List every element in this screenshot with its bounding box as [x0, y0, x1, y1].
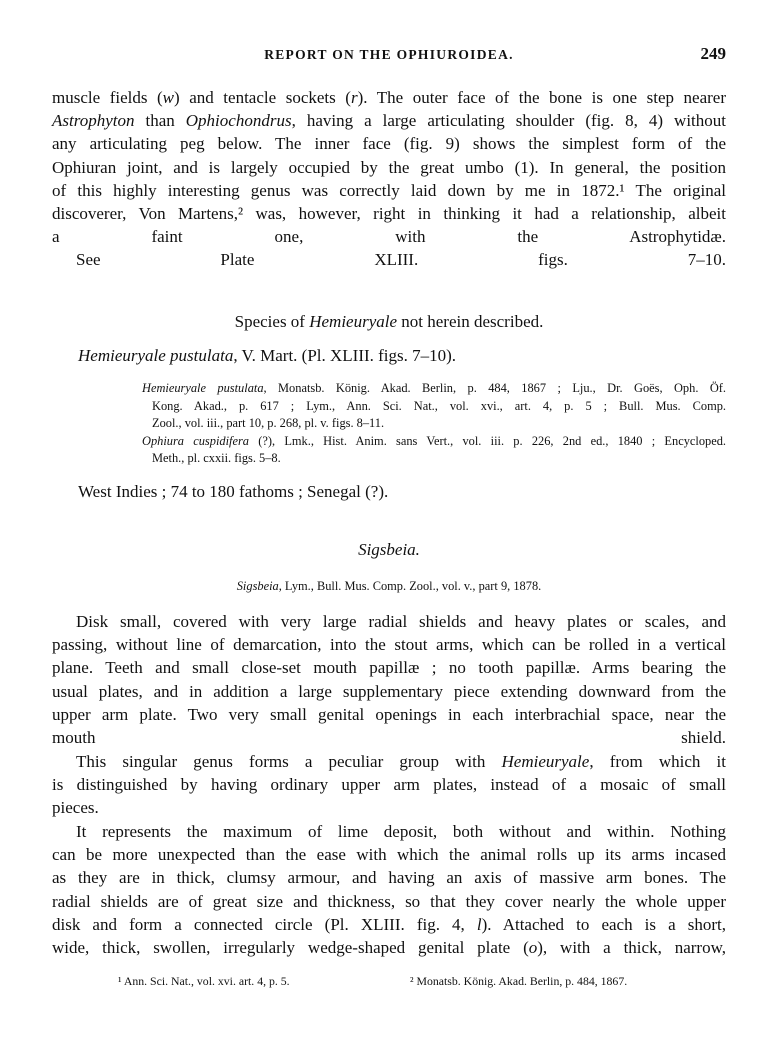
text-line: is distinguished by having ordinary upper arm plates, instead of a mosaic of small [52, 775, 726, 795]
text-line: a faint one, with the Astrophytidæ. [52, 227, 726, 247]
text-line: of this highly interesting genus was correctly laid down by me in 1872.¹ The original [52, 180, 726, 200]
synonymy-block [142, 380, 726, 468]
paragraph-diagnosis [52, 610, 726, 749]
text-line: muscle fields (w) and tentacle sockets (r). The outer face of the bone is one step nearer [52, 88, 726, 107]
text-line: as they are in thick, clumsy armour, and having an axis of massive arm bones. The [52, 868, 726, 888]
text-line: any articulating peg below. The inner face (fig. 9) shows the simplest form of the [52, 134, 726, 154]
text-line: can be more unexpected than the ease with which the animal rolls up its arms incased [52, 845, 726, 865]
synonymy-line: Hemieuryale pustulata, Monatsb. König. Akad. Berlin, p. 484, 1867 ; Lju., Dr. Goës, Oph. Öf. [142, 381, 726, 395]
synonymy-line: Kong. Akad., p. 617 ; Lym., Ann. Sci. Nat., vol. xvi., art. 4, p. 5 ; Bull. Mus. Comp. [152, 398, 726, 413]
synonymy-line: Meth., pl. cxxii. figs. 5–8. [152, 451, 281, 466]
text-line: passing, without line of demarcation, into the stout arms, which can be rolled in a vertical [52, 635, 726, 655]
footnote-1: ¹ Ann. Sci. Nat., vol. xvi. art. 4, p. 5. [118, 974, 290, 988]
running-header [52, 44, 726, 68]
species-heading: Species of Hemieuryale not herein described. [234, 312, 544, 331]
genus-reference: Sigsbeia, Lym., Bull. Mus. Comp. Zool., vol. v., part 9, 1878. [236, 579, 542, 593]
synonymy-line: Zool., vol. iii., part 10, p. 268, pl. v. figs. 8–11. [152, 416, 385, 431]
text-line: Disk small, covered with very large radial shields and heavy plates or scales, and [76, 612, 726, 631]
running-title: REPORT ON THE OPHIUROIDEA. [264, 47, 514, 62]
text-line: Astrophyton than Ophiochondrus, having a large articulating shoulder (fig. 8, 4) without [52, 111, 726, 131]
text-line: Ophiuran joint, and is largely occupied by the great umbo (1). In general, the position [52, 157, 726, 177]
genus-heading: Sigsbeia. [358, 540, 420, 559]
text-line: It represents the maximum of lime deposit, both without and within. Nothing [76, 822, 726, 841]
text-line: wide, thick, swollen, irregularly wedge-shaped genital plate (o), with a thick, narrow, [52, 938, 726, 958]
text-line: This singular genus forms a peculiar group with Hemieuryale, from which it [76, 752, 726, 771]
footnote-2: ² Monatsb. König. Akad. Berlin, p. 484, 1867. [410, 974, 628, 988]
page-number: 249 [700, 44, 726, 63]
text-line: radial shields are of great size and thickness, so that they cover nearly the whole upper [52, 891, 726, 911]
paragraph-relations [52, 750, 726, 820]
text-line: mouth shield. [52, 728, 726, 748]
paragraph-continuation [52, 86, 726, 272]
text-line: plane. Teeth and small close-set mouth papillæ ; no tooth papillæ. Arms bearing the [52, 658, 726, 678]
see-plate: See Plate XLIII. figs. 7–10. [76, 250, 726, 270]
text-line: upper arm plate. Two very small genital openings in each interbrachial space, near the [52, 704, 726, 724]
text-line: usual plates, and in addition a large supplementary piece extending downward from the [52, 681, 726, 701]
text-line: discoverer, Von Martens,² was, however, right in thinking it had a relationship, albeit [52, 204, 726, 224]
text-line: disk and form a connected circle (Pl. XLIII. fig. 4, l). Attached to each is a short, [52, 914, 726, 934]
text-line: pieces. [52, 798, 99, 818]
paragraph-description [52, 820, 726, 959]
distribution: West Indies ; 74 to 180 fathoms ; Senegal (?). [78, 482, 389, 501]
species-entry: Hemieuryale pustulata, V. Mart. (Pl. XLIII. figs. 7–10). [78, 346, 457, 365]
synonymy-line: Ophiura cuspidifera (?), Lmk., Hist. Anim. sans Vert., vol. iii. p. 226, 2nd ed., 1840 ; Encycloped. [142, 433, 727, 448]
